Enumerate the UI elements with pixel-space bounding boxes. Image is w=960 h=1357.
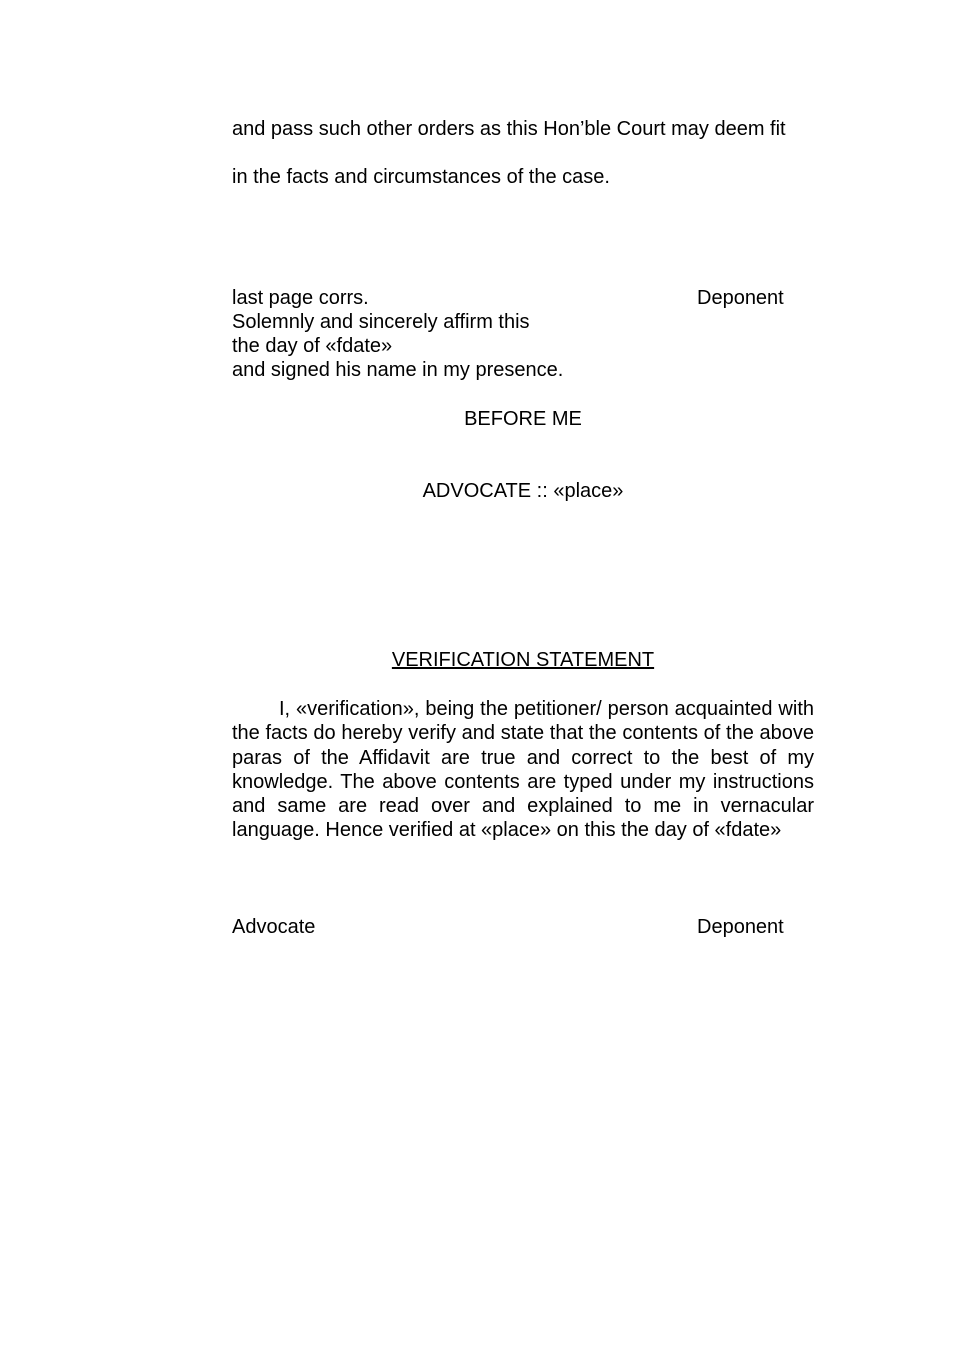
advocate-signature-label: Advocate bbox=[232, 916, 316, 938]
before-me-heading: BEFORE ME bbox=[464, 408, 582, 430]
affirmation-line-3: the day of «fdate» bbox=[232, 335, 393, 357]
verification-heading: VERIFICATION STATEMENT bbox=[391, 649, 655, 671]
prayer-line-2: in the facts and circumstances of the case. bbox=[232, 166, 610, 188]
deponent-label-top: Deponent bbox=[697, 287, 784, 309]
affirmation-line-1: last page corrs. bbox=[232, 287, 369, 309]
prayer-line-1: and pass such other orders as this Hon’ble Court may deem fit bbox=[232, 118, 786, 140]
advocate-place-line: ADVOCATE :: «place» bbox=[422, 480, 624, 502]
verification-paragraph: I, «verification», being the petitioner/ person acquainted with the facts do hereby verify and state that the contents of the above paras of the Affidavit are true and correct to the best of my knowledge. The above contents are typed under my instructions and same are read over and explained to me in vernacular language. Hence verified at «place» on this the day of «fdate» bbox=[232, 698, 814, 842]
affirmation-line-2: Solemnly and sincerely affirm this bbox=[232, 311, 530, 333]
deponent-signature-label: Deponent bbox=[697, 916, 784, 938]
affirmation-line-4: and signed his name in my presence. bbox=[232, 359, 564, 381]
